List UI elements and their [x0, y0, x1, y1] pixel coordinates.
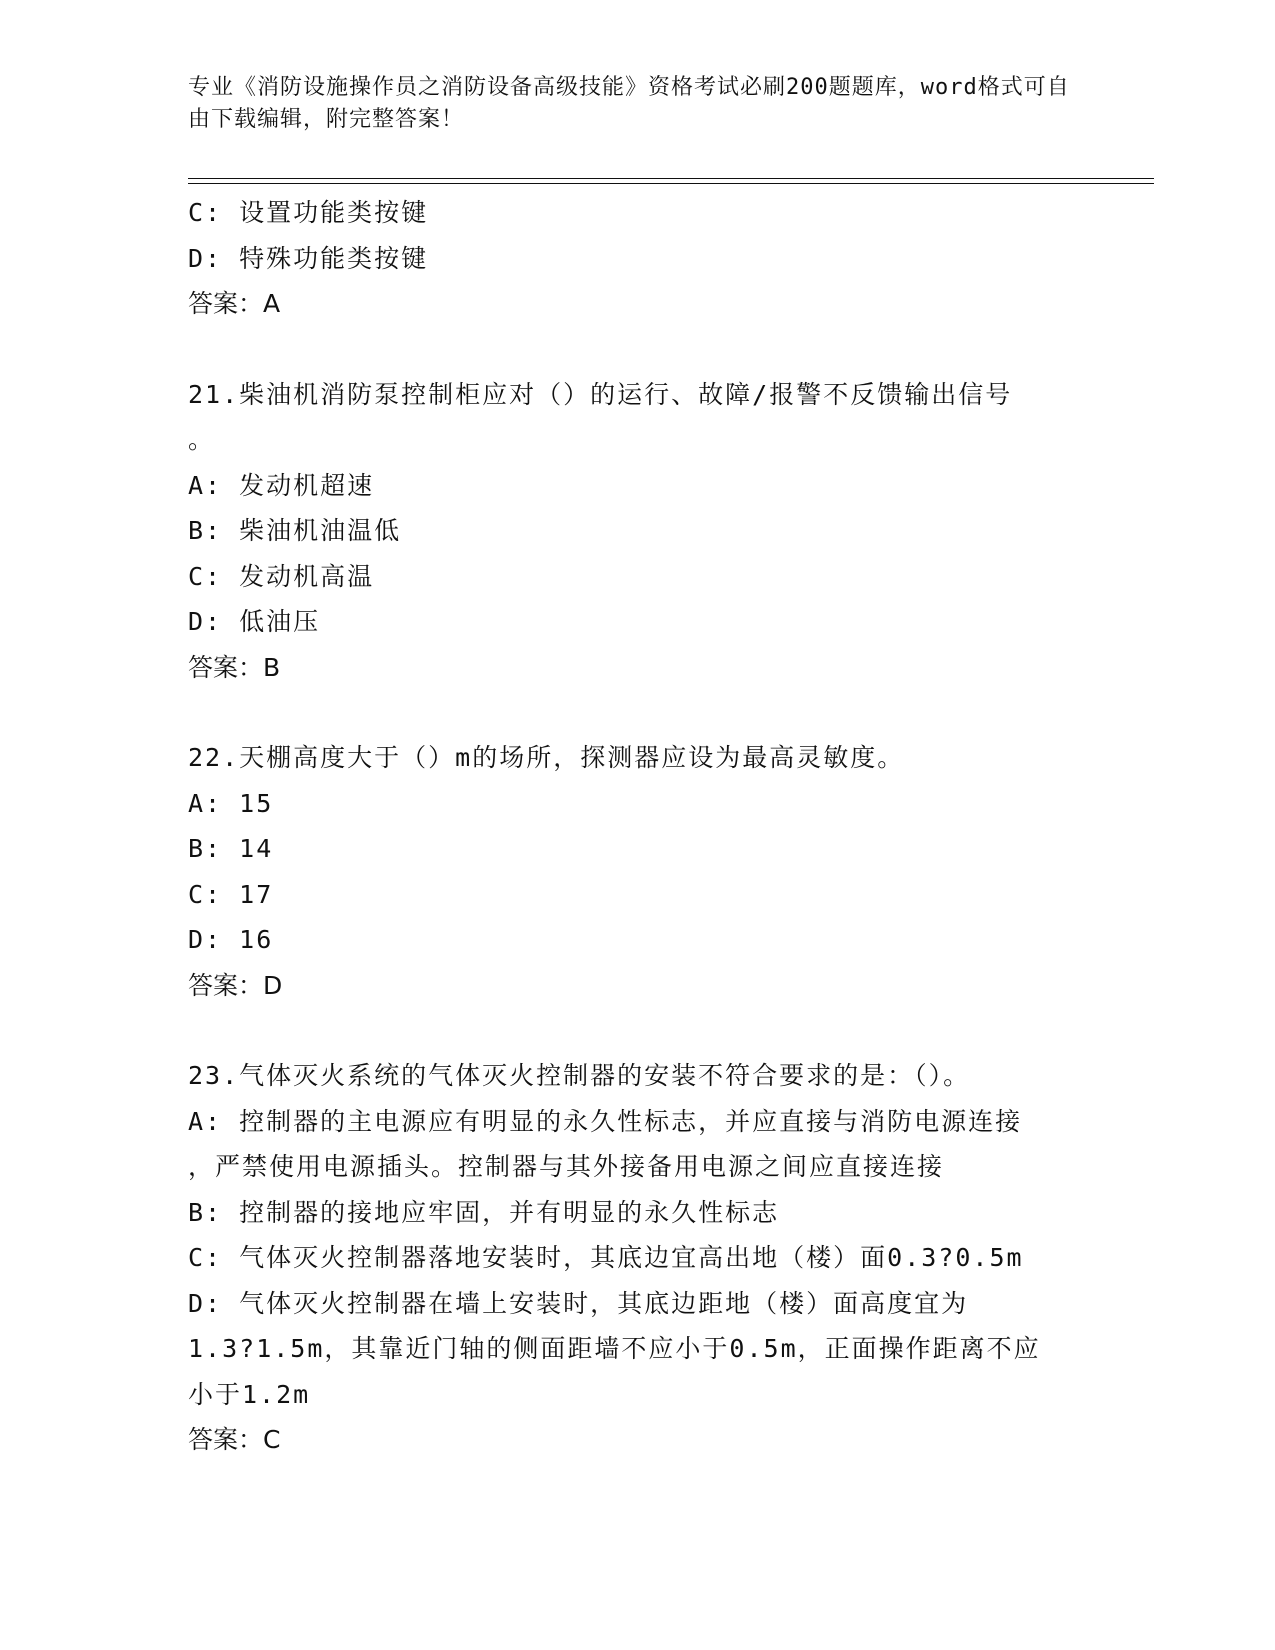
question-stem: 21.柴油机消防泵控制柜应对（）的运行、故障/报警不反馈输出信号: [188, 379, 1013, 409]
page-header: 专业《消防设施操作员之消防设备高级技能》资格考试必刷200题题库，word格式可自由下载编辑，附完整答案！: [188, 75, 1070, 132]
option-a: A: 发动机超速: [188, 470, 375, 500]
question-22: [188, 735, 1088, 1008]
option-d-continued: 1.3?1.5m，其靠近门轴的侧面距墙不应小于0.5m，正面操作距离不应: [188, 1334, 1041, 1363]
option-d: D: 特殊功能类按键: [188, 243, 429, 273]
header-divider: [188, 183, 1154, 184]
question-23: [188, 1053, 1088, 1463]
option-b: B: 14: [188, 834, 274, 863]
option-a-continued: ，严禁使用电源插头。控制器与其外接备用电源之间应直接连接: [188, 1152, 945, 1181]
answer-line: 答案：B: [188, 652, 281, 682]
header-divider: [188, 178, 1154, 179]
option-c: C: 17: [188, 879, 274, 909]
option-c: C: 发动机高温: [188, 561, 375, 591]
answer-line: 答案：A: [188, 289, 281, 318]
option-d-continued: 小于1.2m: [188, 1379, 311, 1409]
answer-line: 答案：C: [188, 1425, 281, 1454]
option-b: B: 控制器的接地应牢固，并有明显的永久性标志: [188, 1197, 780, 1227]
option-a: A: 15: [188, 788, 274, 818]
question-content: [188, 190, 1088, 1463]
option-d: D: 低油压: [188, 607, 321, 636]
option-a: A: 控制器的主电源应有明显的永久性标志，并应直接与消防电源连接: [188, 1106, 1023, 1136]
answer-line: 答案：D: [188, 970, 283, 1000]
option-c: C: 气体灭火控制器落地安装时，其底边宜高出地（楼）面0.3?0.5m: [188, 1243, 1024, 1272]
option-b: B: 柴油机油温低: [188, 516, 402, 545]
prev-question-tail: [188, 190, 1088, 327]
option-d: D: 16: [188, 925, 274, 954]
question-stem: 23.气体灭火系统的气体灭火控制器的安装不符合要求的是：（）。: [188, 1061, 971, 1090]
question-stem: 22.天棚高度大于（）m的场所，探测器应设为最高灵敏度。: [188, 743, 905, 772]
option-d: D: 气体灭火控制器在墙上安装时，其底边距地（楼）面高度宜为: [188, 1288, 969, 1318]
question-stem-continued: 。: [188, 425, 216, 454]
question-21: [188, 372, 1088, 691]
option-c: C: 设置功能类按键: [188, 198, 429, 227]
